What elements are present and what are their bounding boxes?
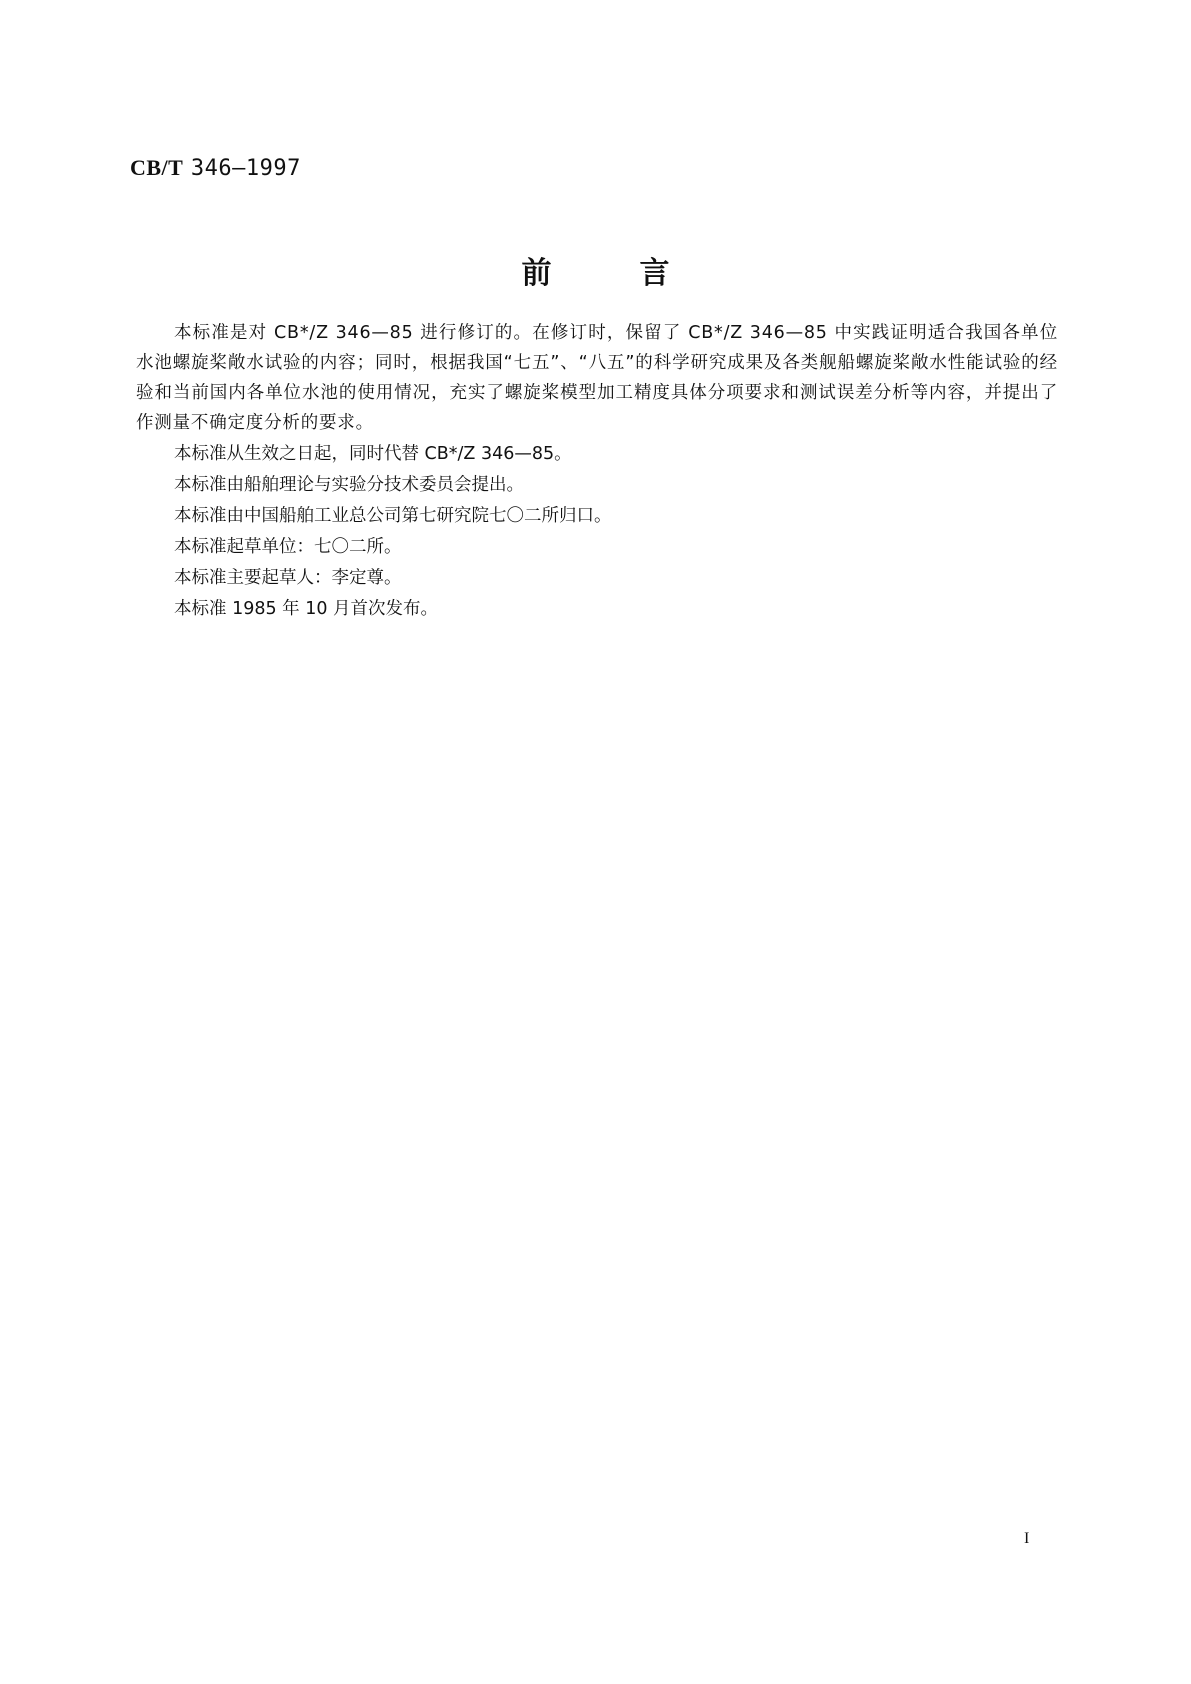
standard-code-number: 346—1997	[190, 156, 301, 181]
paragraph-drafter: 本标准主要起草人：李定尊。	[174, 568, 402, 588]
paragraph-administrator: 本标准由中国船舶工业总公司第七研究院七〇二所归口。	[174, 506, 612, 526]
standard-code	[130, 155, 301, 181]
paragraph-first-issue: 本标准 1985 年 10 月首次发布。	[174, 599, 439, 619]
page-title: 前言	[521, 256, 758, 291]
standard-code-prefix: CB/T	[130, 155, 184, 180]
paragraph-proposer: 本标准由船舶理论与实验分技术委员会提出。	[174, 475, 524, 495]
foreword-body	[136, 318, 1058, 625]
paragraph-revision: 本标准是对 CB*/Z 346—85 进行修订的。在修订时，保留了 CB*/Z 346—85 中实践证明适合我国各单位水池螺旋桨敞水试验的内容；同时，根据我国“七五”、“八五”的科学研究成果及各类舰船螺旋桨敞水性能试验的经验和当前国内各单位水池的使用情况，充实了螺旋桨模型加工精度具体分项要求和测试误差分析等内容，并提出了作测量不确定度分析的要求。	[136, 323, 1058, 433]
page-number: I	[1024, 1530, 1030, 1547]
paragraph-replacement: 本标准从生效之日起，同时代替 CB*/Z 346—85。	[174, 444, 572, 464]
paragraph-drafting-unit: 本标准起草单位：七〇二所。	[174, 537, 402, 557]
